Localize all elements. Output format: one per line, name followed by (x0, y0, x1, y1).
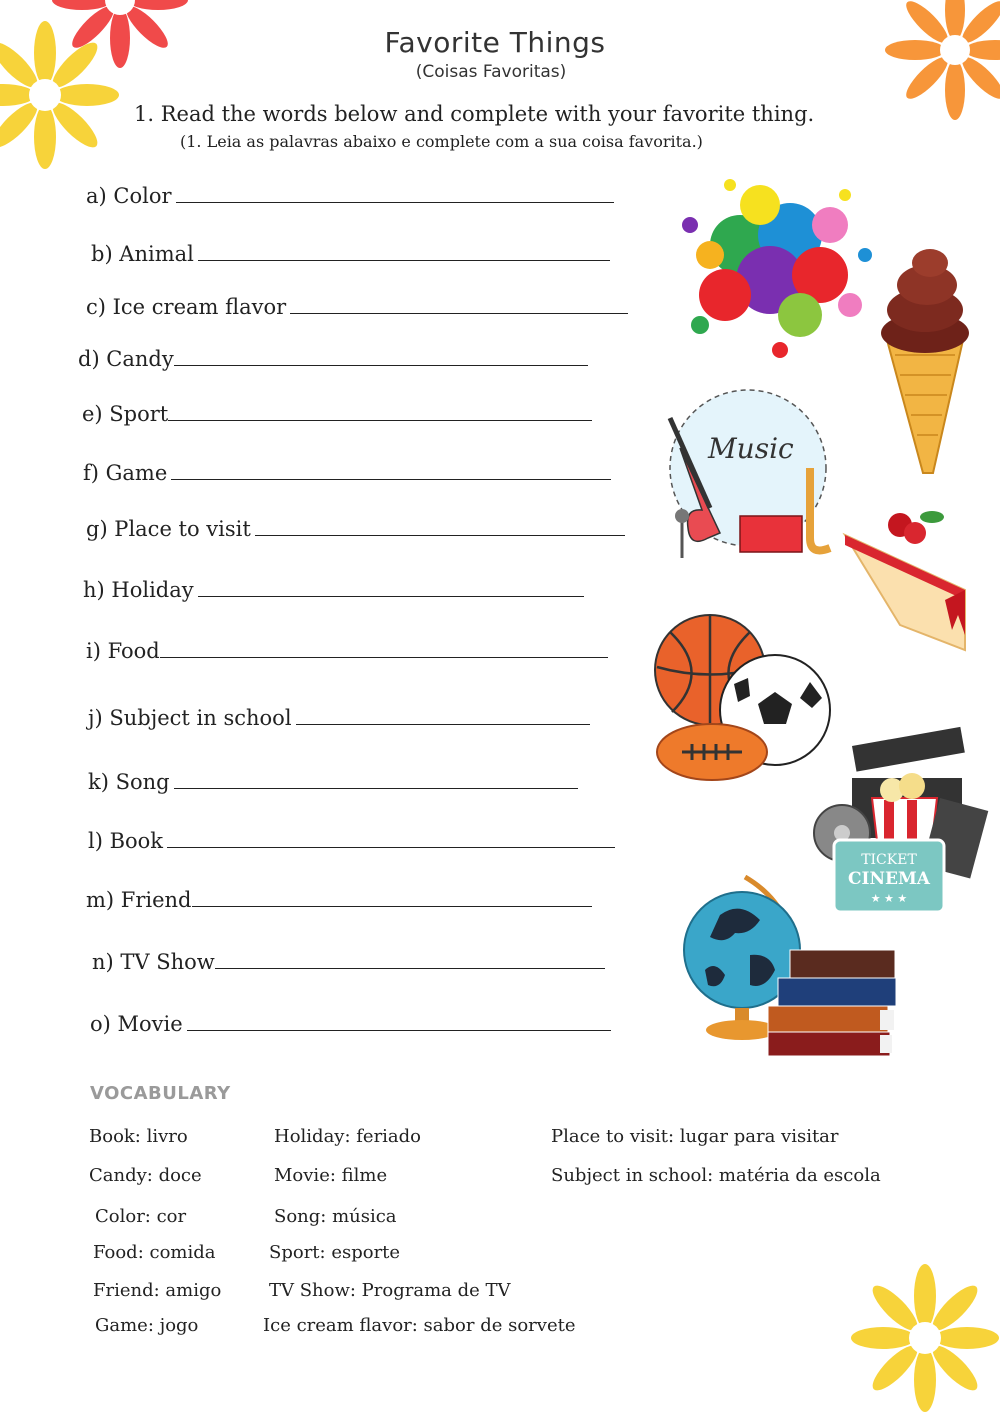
vocab-entry: Ice cream flavor: sabor de sorvete (263, 1315, 576, 1336)
vocabulary-heading: VOCABULARY (90, 1083, 231, 1104)
item-friend: m) Friend (86, 888, 592, 912)
item-subject-in-school: j) Subject in school (88, 706, 590, 730)
ticket-stars: ★ ★ ★ (870, 892, 908, 905)
answer-line[interactable] (255, 534, 625, 536)
vocab-entry: Song: música (274, 1206, 397, 1227)
vocab-entry: Food: comida (93, 1242, 216, 1263)
answer-line[interactable] (168, 419, 592, 421)
item-holiday: h) Holiday (83, 578, 584, 602)
answer-line[interactable] (167, 846, 615, 848)
vocab-entry: Place to visit: lugar para visitar (551, 1126, 839, 1147)
item-game: f) Game (83, 461, 611, 485)
answer-line[interactable] (296, 723, 590, 725)
item-place-to-visit: g) Place to visit (86, 517, 625, 541)
answer-line[interactable] (160, 656, 608, 658)
instruction-english: 1. Read the words below and complete with your favorite thing. (134, 102, 815, 126)
answer-line[interactable] (187, 1029, 611, 1031)
vocab-entry: Book: livro (89, 1126, 188, 1147)
item-candy: d) Candy (78, 347, 588, 371)
paint-splash-icon (670, 165, 880, 365)
answer-line[interactable] (215, 967, 605, 969)
item-color: a) Color (86, 184, 614, 208)
flower-icon (850, 1260, 1000, 1414)
answer-line[interactable] (174, 787, 578, 789)
page-subtitle: (Coisas Favoritas) (415, 62, 567, 82)
page-title: Favorite Things (384, 26, 606, 59)
music-instruments-icon (660, 388, 845, 563)
answer-line[interactable] (174, 364, 588, 366)
cinema-label: CINEMA (848, 869, 930, 889)
vocab-entry: Candy: doce (89, 1165, 202, 1186)
answer-line[interactable] (192, 905, 592, 907)
item-book: l) Book (88, 829, 615, 853)
answer-line[interactable] (176, 201, 614, 203)
vocab-entry: Movie: filme (274, 1165, 388, 1186)
vocab-entry: TV Show: Programa de TV (269, 1280, 511, 1301)
item-sport: e) Sport (82, 402, 592, 426)
item-food: i) Food (86, 639, 608, 663)
vocab-entry: Game: jogo (95, 1315, 199, 1336)
globe-books-icon (680, 875, 900, 1060)
answer-line[interactable] (198, 259, 610, 261)
answer-line[interactable] (171, 478, 611, 480)
instruction-portuguese: (1. Leia as palavras abaixo e complete com a sua coisa favorita.) (180, 132, 703, 151)
vocab-entry: Sport: esporte (269, 1242, 401, 1263)
answer-line[interactable] (290, 312, 628, 314)
answer-line[interactable] (198, 595, 584, 597)
cake-slice-icon (840, 505, 970, 655)
vocab-entry: Subject in school: matéria da escola (551, 1165, 881, 1186)
item-movie: o) Movie (90, 1012, 611, 1036)
music-label: Music (708, 432, 794, 465)
sports-balls-icon (652, 612, 834, 787)
vocab-entry: Color: cor (95, 1206, 187, 1227)
item-animal: b) Animal (91, 242, 610, 266)
item-tv-show: n) TV Show (92, 950, 605, 974)
ticket-label: TICKET (861, 852, 917, 868)
vocab-entry: Holiday: feriado (274, 1126, 422, 1147)
vocab-entry: Friend: amigo (93, 1280, 222, 1301)
ice-cream-icon (875, 245, 975, 480)
item-ice-cream-flavor: c) Ice cream flavor (86, 295, 628, 319)
item-song: k) Song (88, 770, 578, 794)
